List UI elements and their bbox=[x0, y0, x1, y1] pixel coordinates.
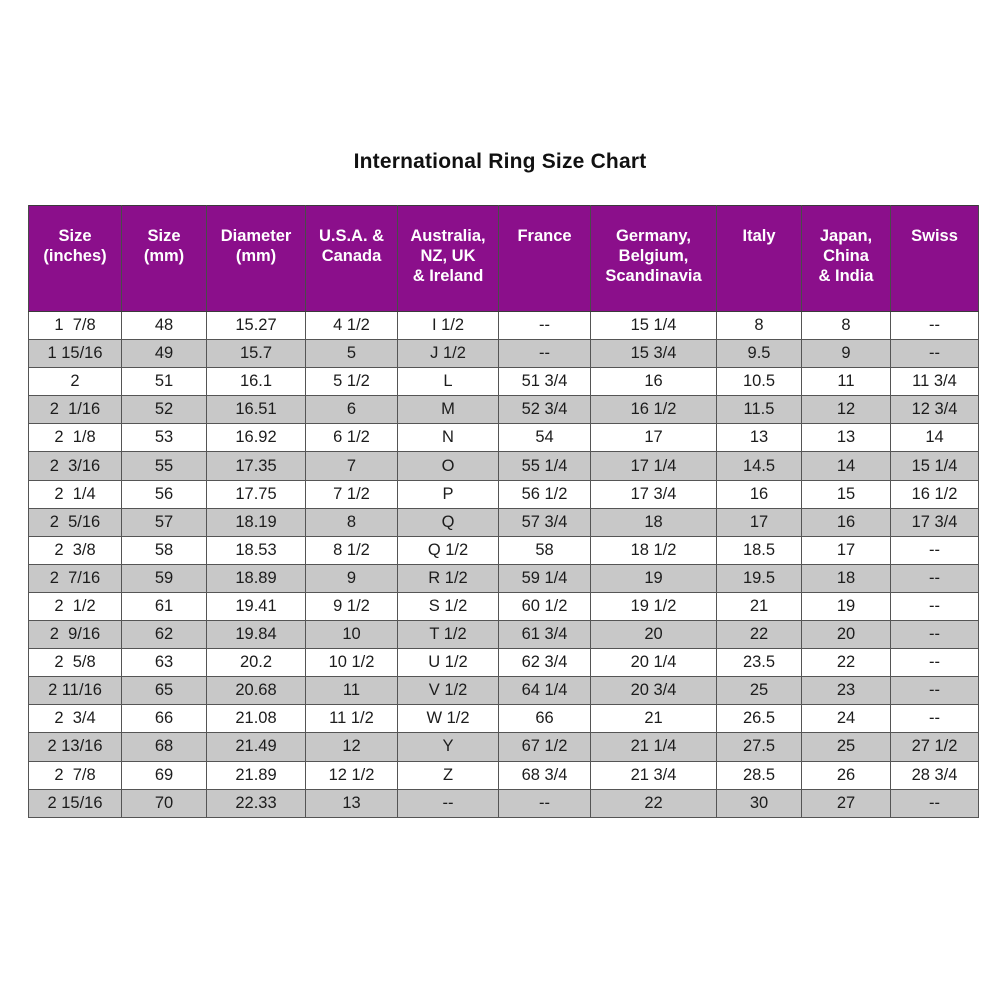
cell-swiss: -- bbox=[891, 564, 979, 592]
table-row bbox=[29, 789, 979, 817]
cell-australia-nz-uk-ireland: Y bbox=[398, 733, 499, 761]
cell-size-mm: 57 bbox=[122, 508, 207, 536]
cell-france: 52 3/4 bbox=[499, 396, 591, 424]
cell-swiss: 16 1/2 bbox=[891, 480, 979, 508]
cell-japan-china-india: 16 bbox=[802, 508, 891, 536]
cell-italy: 13 bbox=[717, 424, 802, 452]
cell-usa-canada: 6 1/2 bbox=[306, 424, 398, 452]
cell-italy: 30 bbox=[717, 789, 802, 817]
cell-australia-nz-uk-ireland: U 1/2 bbox=[398, 649, 499, 677]
column-header-france: France bbox=[499, 206, 591, 312]
cell-usa-canada: 12 1/2 bbox=[306, 761, 398, 789]
cell-australia-nz-uk-ireland: V 1/2 bbox=[398, 677, 499, 705]
cell-germany-belgium-scandinavia: 15 3/4 bbox=[591, 340, 717, 368]
cell-australia-nz-uk-ireland: M bbox=[398, 396, 499, 424]
cell-diameter-mm: 19.41 bbox=[207, 592, 306, 620]
cell-germany-belgium-scandinavia: 17 bbox=[591, 424, 717, 452]
cell-usa-canada: 7 1/2 bbox=[306, 480, 398, 508]
cell-size-mm: 48 bbox=[122, 312, 207, 340]
cell-italy: 27.5 bbox=[717, 733, 802, 761]
cell-france: 64 1/4 bbox=[499, 677, 591, 705]
cell-size-inches: 1 7/8 bbox=[29, 312, 122, 340]
cell-diameter-mm: 15.7 bbox=[207, 340, 306, 368]
cell-usa-canada: 5 bbox=[306, 340, 398, 368]
cell-australia-nz-uk-ireland: Q 1/2 bbox=[398, 536, 499, 564]
cell-france: 60 1/2 bbox=[499, 592, 591, 620]
cell-size-inches: 2 1/8 bbox=[29, 424, 122, 452]
cell-swiss: 15 1/4 bbox=[891, 452, 979, 480]
cell-diameter-mm: 16.51 bbox=[207, 396, 306, 424]
cell-france: 62 3/4 bbox=[499, 649, 591, 677]
cell-australia-nz-uk-ireland: Q bbox=[398, 508, 499, 536]
header-row bbox=[29, 206, 979, 312]
cell-germany-belgium-scandinavia: 21 3/4 bbox=[591, 761, 717, 789]
table-row bbox=[29, 733, 979, 761]
cell-italy: 16 bbox=[717, 480, 802, 508]
cell-france: 61 3/4 bbox=[499, 621, 591, 649]
cell-germany-belgium-scandinavia: 16 1/2 bbox=[591, 396, 717, 424]
cell-diameter-mm: 21.89 bbox=[207, 761, 306, 789]
cell-size-mm: 65 bbox=[122, 677, 207, 705]
cell-france: 67 1/2 bbox=[499, 733, 591, 761]
cell-size-mm: 69 bbox=[122, 761, 207, 789]
cell-diameter-mm: 18.89 bbox=[207, 564, 306, 592]
cell-usa-canada: 11 1/2 bbox=[306, 705, 398, 733]
cell-france: -- bbox=[499, 312, 591, 340]
column-header-italy: Italy bbox=[717, 206, 802, 312]
cell-swiss: -- bbox=[891, 705, 979, 733]
ring-size-table bbox=[28, 205, 979, 818]
cell-usa-canada: 5 1/2 bbox=[306, 368, 398, 396]
cell-australia-nz-uk-ireland: W 1/2 bbox=[398, 705, 499, 733]
cell-germany-belgium-scandinavia: 16 bbox=[591, 368, 717, 396]
table-row bbox=[29, 424, 979, 452]
cell-usa-canada: 7 bbox=[306, 452, 398, 480]
cell-size-inches: 2 3/4 bbox=[29, 705, 122, 733]
table-row bbox=[29, 677, 979, 705]
cell-france: 56 1/2 bbox=[499, 480, 591, 508]
cell-diameter-mm: 22.33 bbox=[207, 789, 306, 817]
cell-australia-nz-uk-ireland: Z bbox=[398, 761, 499, 789]
cell-japan-china-india: 19 bbox=[802, 592, 891, 620]
cell-italy: 11.5 bbox=[717, 396, 802, 424]
cell-italy: 22 bbox=[717, 621, 802, 649]
cell-italy: 10.5 bbox=[717, 368, 802, 396]
cell-usa-canada: 11 bbox=[306, 677, 398, 705]
cell-swiss: -- bbox=[891, 536, 979, 564]
cell-diameter-mm: 21.08 bbox=[207, 705, 306, 733]
table-row bbox=[29, 592, 979, 620]
cell-size-mm: 66 bbox=[122, 705, 207, 733]
cell-germany-belgium-scandinavia: 21 bbox=[591, 705, 717, 733]
table-row bbox=[29, 480, 979, 508]
cell-france: 55 1/4 bbox=[499, 452, 591, 480]
cell-france: 51 3/4 bbox=[499, 368, 591, 396]
cell-germany-belgium-scandinavia: 20 3/4 bbox=[591, 677, 717, 705]
cell-swiss: 12 3/4 bbox=[891, 396, 979, 424]
cell-diameter-mm: 17.35 bbox=[207, 452, 306, 480]
cell-japan-china-india: 17 bbox=[802, 536, 891, 564]
cell-usa-canada: 12 bbox=[306, 733, 398, 761]
cell-size-inches: 2 3/16 bbox=[29, 452, 122, 480]
table-body bbox=[29, 312, 979, 818]
cell-size-mm: 62 bbox=[122, 621, 207, 649]
table-row bbox=[29, 705, 979, 733]
column-header-size-mm: Size (mm) bbox=[122, 206, 207, 312]
cell-france: 66 bbox=[499, 705, 591, 733]
cell-australia-nz-uk-ireland: S 1/2 bbox=[398, 592, 499, 620]
cell-japan-china-india: 26 bbox=[802, 761, 891, 789]
cell-australia-nz-uk-ireland: O bbox=[398, 452, 499, 480]
cell-france: 68 3/4 bbox=[499, 761, 591, 789]
cell-japan-china-india: 22 bbox=[802, 649, 891, 677]
cell-australia-nz-uk-ireland: J 1/2 bbox=[398, 340, 499, 368]
cell-japan-china-india: 15 bbox=[802, 480, 891, 508]
cell-size-inches: 2 3/8 bbox=[29, 536, 122, 564]
cell-size-mm: 68 bbox=[122, 733, 207, 761]
cell-size-inches: 2 9/16 bbox=[29, 621, 122, 649]
cell-size-inches: 2 15/16 bbox=[29, 789, 122, 817]
cell-diameter-mm: 18.53 bbox=[207, 536, 306, 564]
column-header-swiss: Swiss bbox=[891, 206, 979, 312]
cell-germany-belgium-scandinavia: 19 bbox=[591, 564, 717, 592]
cell-france: 57 3/4 bbox=[499, 508, 591, 536]
table-row bbox=[29, 312, 979, 340]
cell-usa-canada: 10 1/2 bbox=[306, 649, 398, 677]
cell-australia-nz-uk-ireland: N bbox=[398, 424, 499, 452]
cell-size-mm: 49 bbox=[122, 340, 207, 368]
cell-size-inches: 2 1/2 bbox=[29, 592, 122, 620]
cell-diameter-mm: 16.1 bbox=[207, 368, 306, 396]
cell-italy: 21 bbox=[717, 592, 802, 620]
table-row bbox=[29, 621, 979, 649]
cell-italy: 8 bbox=[717, 312, 802, 340]
column-header-size-inches: Size (inches) bbox=[29, 206, 122, 312]
cell-australia-nz-uk-ireland: P bbox=[398, 480, 499, 508]
cell-france: 54 bbox=[499, 424, 591, 452]
cell-germany-belgium-scandinavia: 17 3/4 bbox=[591, 480, 717, 508]
cell-germany-belgium-scandinavia: 21 1/4 bbox=[591, 733, 717, 761]
cell-japan-china-india: 25 bbox=[802, 733, 891, 761]
cell-italy: 9.5 bbox=[717, 340, 802, 368]
cell-japan-china-india: 27 bbox=[802, 789, 891, 817]
cell-italy: 18.5 bbox=[717, 536, 802, 564]
cell-size-mm: 55 bbox=[122, 452, 207, 480]
cell-size-inches: 2 7/16 bbox=[29, 564, 122, 592]
cell-swiss: -- bbox=[891, 621, 979, 649]
table-row bbox=[29, 508, 979, 536]
cell-diameter-mm: 18.19 bbox=[207, 508, 306, 536]
cell-france: -- bbox=[499, 789, 591, 817]
cell-size-mm: 61 bbox=[122, 592, 207, 620]
cell-size-inches: 2 11/16 bbox=[29, 677, 122, 705]
cell-size-inches: 2 1/16 bbox=[29, 396, 122, 424]
cell-australia-nz-uk-ireland: R 1/2 bbox=[398, 564, 499, 592]
cell-australia-nz-uk-ireland: -- bbox=[398, 789, 499, 817]
cell-italy: 25 bbox=[717, 677, 802, 705]
cell-swiss: 11 3/4 bbox=[891, 368, 979, 396]
cell-usa-canada: 6 bbox=[306, 396, 398, 424]
cell-japan-china-india: 23 bbox=[802, 677, 891, 705]
cell-france: 59 1/4 bbox=[499, 564, 591, 592]
cell-size-inches: 1 15/16 bbox=[29, 340, 122, 368]
cell-diameter-mm: 16.92 bbox=[207, 424, 306, 452]
cell-germany-belgium-scandinavia: 20 1/4 bbox=[591, 649, 717, 677]
cell-usa-canada: 8 1/2 bbox=[306, 536, 398, 564]
table-row bbox=[29, 564, 979, 592]
cell-swiss: -- bbox=[891, 677, 979, 705]
table-row bbox=[29, 761, 979, 789]
cell-japan-china-india: 12 bbox=[802, 396, 891, 424]
column-header-australia-nz-uk-ireland: Australia, NZ, UK & Ireland bbox=[398, 206, 499, 312]
page-title: International Ring Size Chart bbox=[353, 150, 647, 173]
table-row bbox=[29, 452, 979, 480]
cell-usa-canada: 9 bbox=[306, 564, 398, 592]
cell-usa-canada: 13 bbox=[306, 789, 398, 817]
cell-size-inches: 2 5/16 bbox=[29, 508, 122, 536]
cell-diameter-mm: 19.84 bbox=[207, 621, 306, 649]
table-row bbox=[29, 396, 979, 424]
cell-size-mm: 53 bbox=[122, 424, 207, 452]
cell-swiss: -- bbox=[891, 592, 979, 620]
cell-diameter-mm: 20.68 bbox=[207, 677, 306, 705]
cell-size-mm: 52 bbox=[122, 396, 207, 424]
table-row bbox=[29, 368, 979, 396]
cell-japan-china-india: 13 bbox=[802, 424, 891, 452]
cell-size-mm: 63 bbox=[122, 649, 207, 677]
table-row bbox=[29, 649, 979, 677]
column-header-japan-china-india: Japan, China & India bbox=[802, 206, 891, 312]
cell-italy: 26.5 bbox=[717, 705, 802, 733]
cell-swiss: -- bbox=[891, 649, 979, 677]
cell-germany-belgium-scandinavia: 17 1/4 bbox=[591, 452, 717, 480]
cell-germany-belgium-scandinavia: 18 bbox=[591, 508, 717, 536]
cell-diameter-mm: 20.2 bbox=[207, 649, 306, 677]
cell-usa-canada: 10 bbox=[306, 621, 398, 649]
cell-size-inches: 2 13/16 bbox=[29, 733, 122, 761]
cell-size-inches: 2 7/8 bbox=[29, 761, 122, 789]
cell-france: 58 bbox=[499, 536, 591, 564]
cell-italy: 17 bbox=[717, 508, 802, 536]
cell-japan-china-india: 9 bbox=[802, 340, 891, 368]
cell-italy: 19.5 bbox=[717, 564, 802, 592]
cell-size-inches: 2 1/4 bbox=[29, 480, 122, 508]
cell-germany-belgium-scandinavia: 18 1/2 bbox=[591, 536, 717, 564]
cell-size-inches: 2 5/8 bbox=[29, 649, 122, 677]
cell-size-mm: 70 bbox=[122, 789, 207, 817]
cell-swiss: -- bbox=[891, 789, 979, 817]
cell-swiss: 14 bbox=[891, 424, 979, 452]
cell-size-mm: 58 bbox=[122, 536, 207, 564]
cell-italy: 14.5 bbox=[717, 452, 802, 480]
cell-japan-china-india: 24 bbox=[802, 705, 891, 733]
table-row bbox=[29, 340, 979, 368]
cell-diameter-mm: 15.27 bbox=[207, 312, 306, 340]
cell-france: -- bbox=[499, 340, 591, 368]
cell-germany-belgium-scandinavia: 19 1/2 bbox=[591, 592, 717, 620]
cell-italy: 23.5 bbox=[717, 649, 802, 677]
cell-usa-canada: 4 1/2 bbox=[306, 312, 398, 340]
cell-germany-belgium-scandinavia: 22 bbox=[591, 789, 717, 817]
cell-japan-china-india: 14 bbox=[802, 452, 891, 480]
cell-germany-belgium-scandinavia: 15 1/4 bbox=[591, 312, 717, 340]
cell-australia-nz-uk-ireland: T 1/2 bbox=[398, 621, 499, 649]
cell-japan-china-india: 11 bbox=[802, 368, 891, 396]
cell-usa-canada: 8 bbox=[306, 508, 398, 536]
cell-australia-nz-uk-ireland: I 1/2 bbox=[398, 312, 499, 340]
cell-size-mm: 59 bbox=[122, 564, 207, 592]
cell-diameter-mm: 21.49 bbox=[207, 733, 306, 761]
table-row bbox=[29, 536, 979, 564]
column-header-germany-belgium-scandinavia: Germany, Belgium, Scandinavia bbox=[591, 206, 717, 312]
cell-australia-nz-uk-ireland: L bbox=[398, 368, 499, 396]
cell-japan-china-india: 18 bbox=[802, 564, 891, 592]
cell-swiss: 17 3/4 bbox=[891, 508, 979, 536]
column-header-usa-canada: U.S.A. & Canada bbox=[306, 206, 398, 312]
cell-japan-china-india: 8 bbox=[802, 312, 891, 340]
cell-size-mm: 51 bbox=[122, 368, 207, 396]
cell-diameter-mm: 17.75 bbox=[207, 480, 306, 508]
cell-swiss: 27 1/2 bbox=[891, 733, 979, 761]
cell-germany-belgium-scandinavia: 20 bbox=[591, 621, 717, 649]
cell-swiss: -- bbox=[891, 340, 979, 368]
cell-japan-china-india: 20 bbox=[802, 621, 891, 649]
cell-size-mm: 56 bbox=[122, 480, 207, 508]
cell-usa-canada: 9 1/2 bbox=[306, 592, 398, 620]
cell-swiss: -- bbox=[891, 312, 979, 340]
cell-italy: 28.5 bbox=[717, 761, 802, 789]
cell-swiss: 28 3/4 bbox=[891, 761, 979, 789]
column-header-diameter-mm: Diameter (mm) bbox=[207, 206, 306, 312]
cell-size-inches: 2 bbox=[29, 368, 122, 396]
